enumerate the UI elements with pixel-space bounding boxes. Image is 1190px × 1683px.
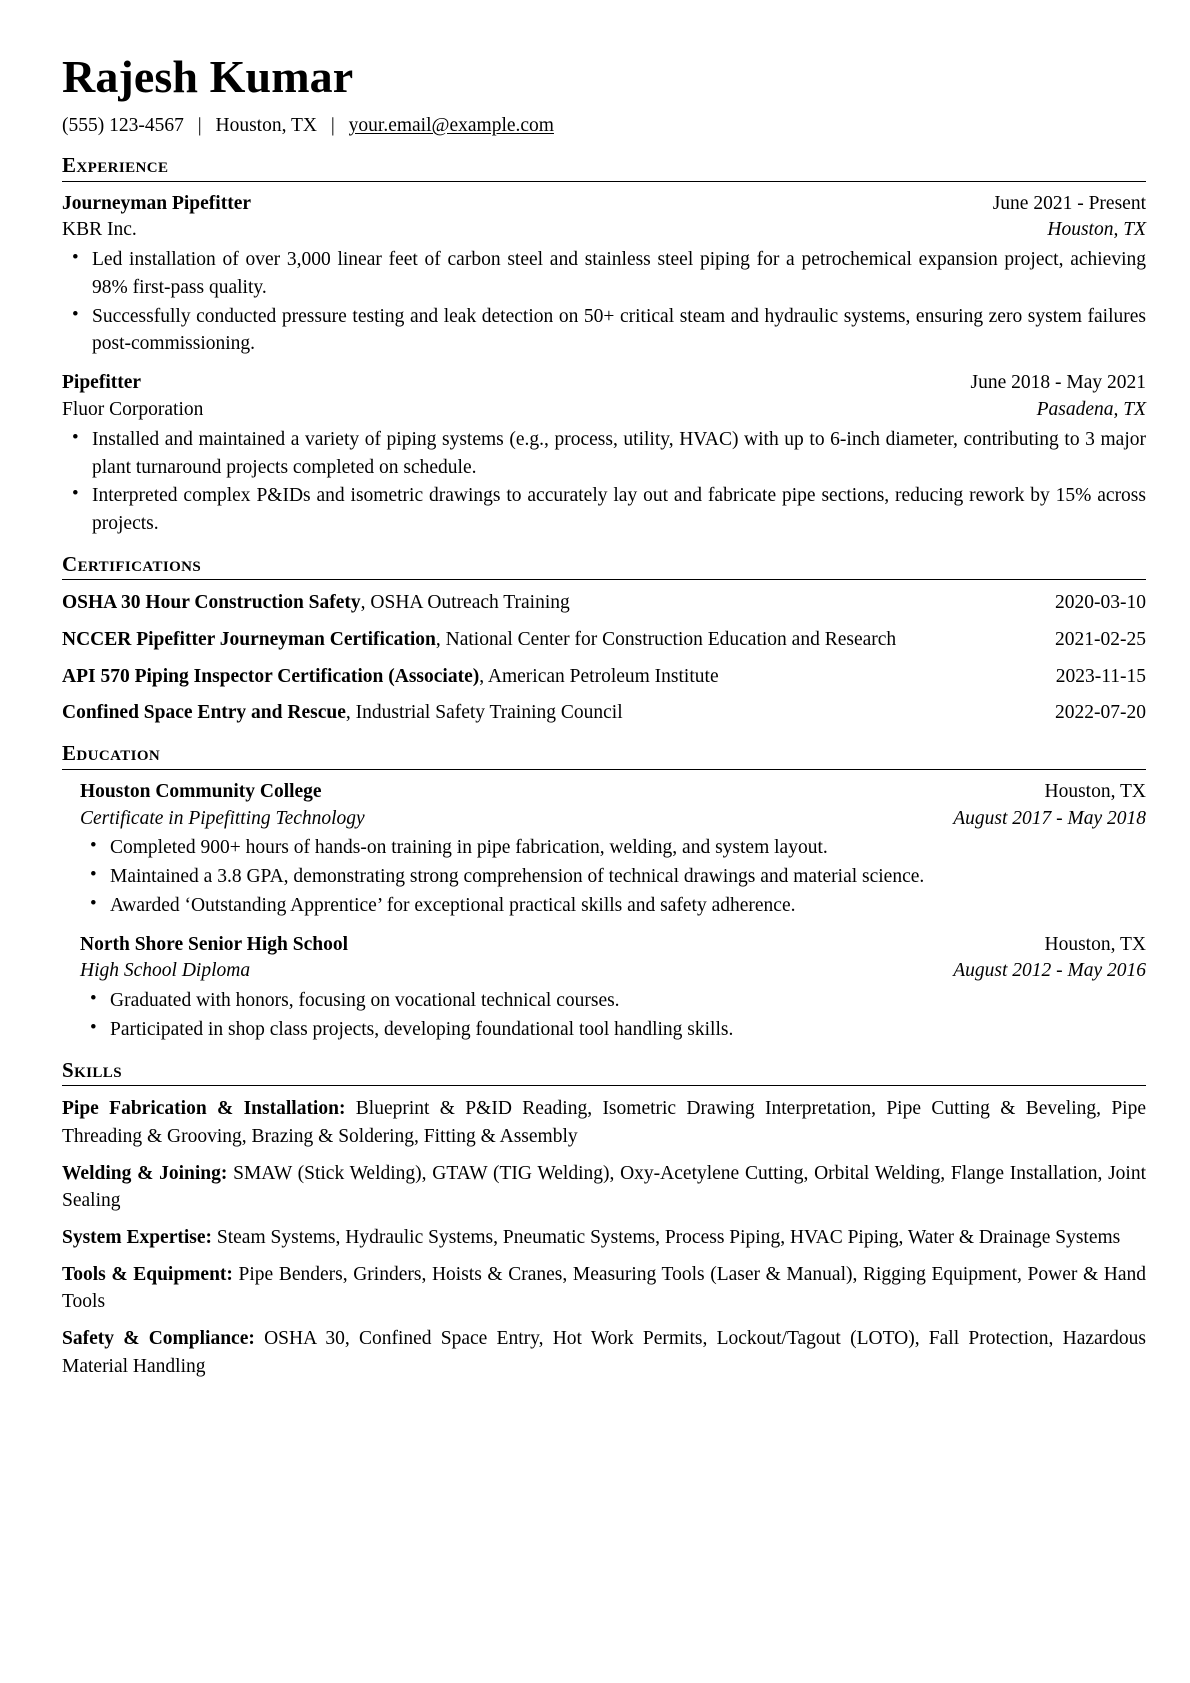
section-heading-experience: Experience <box>62 152 169 177</box>
certification-comma: , <box>435 629 446 650</box>
school-name: Houston Community College <box>80 780 322 802</box>
education-bullet: • Awarded ‘Outstanding Apprentice’ for exceptional practical skills and safety adherence. <box>80 892 1146 920</box>
section-rule <box>62 769 1146 770</box>
skill-row <box>62 1224 1146 1252</box>
section-rule <box>62 579 1146 580</box>
education-bullet: • Participated in shop class projects, developing foundational tool handling skills. <box>80 1016 1146 1044</box>
certification-comma: , <box>345 702 356 724</box>
email-link[interactable]: your.email@example.com <box>348 114 554 136</box>
contact-line <box>62 112 1146 139</box>
education-bullet: • Maintained a 3.8 GPA, demonstrating strong comprehension of technical drawings and material science. <box>80 863 1146 891</box>
skill-category-label: Welding & Joining: <box>62 1162 228 1184</box>
skill-items: Steam Systems, Hydraulic Systems, Pneumatic Systems, Process Piping, HVAC Piping, Water & Drainage Systems <box>216 1227 1121 1249</box>
education-school-row <box>80 932 1146 959</box>
skill-category-label: Pipe Fabrication & Installation: <box>62 1098 346 1120</box>
experience-title-row <box>62 370 1146 397</box>
job-bullet-list <box>62 426 1146 538</box>
certification-row <box>62 663 1146 691</box>
job-bullet: • Installed and maintained a variety of piping systems (e.g., process, utility, HVAC) with up to 6-inch diameter, contributing to 3 major plant turnaround projects completed on schedule. <box>62 426 1146 481</box>
certification-issuer: OSHA Outreach Training <box>370 592 570 614</box>
job-bullet: • Successfully conducted pressure testing and leak detection on 50+ critical steam and hydraulic systems, ensuring zero system failures post-commissioning. <box>62 303 1146 358</box>
section-experience <box>44 153 1146 538</box>
degree-name: High School Diploma <box>80 960 251 982</box>
school-location: Houston, TX <box>1044 780 1146 802</box>
degree-name: Certificate in Pipefitting Technology <box>80 807 365 829</box>
education-degree-row <box>80 806 1146 833</box>
skill-category-label: Tools & Equipment: <box>62 1263 233 1285</box>
education-date: August 2017 - May 2018 <box>953 807 1146 829</box>
education-bullet-list <box>80 987 1146 1043</box>
certification-date: 2020-03-10 <box>1055 592 1146 614</box>
certification-name: OSHA 30 Hour Construction Safety <box>62 592 361 614</box>
certification-issuer: American Petroleum Institute <box>487 665 719 687</box>
skill-category-label: System Expertise: <box>62 1227 213 1249</box>
job-title: Pipefitter <box>62 372 142 394</box>
education-bullet-list <box>80 834 1146 919</box>
candidate-name: Rajesh Kumar <box>62 51 354 102</box>
experience-entry <box>62 370 1146 538</box>
job-bullet: • Interpreted complex P&IDs and isometric drawings to accurately lay out and fabricate pipe sections, reducing rework by 15% across projects. <box>62 482 1146 537</box>
education-date: August 2012 - May 2016 <box>953 960 1146 982</box>
job-date: June 2018 - May 2021 <box>970 372 1146 394</box>
certification-issuer: National Center for Construction Education and Research <box>445 629 897 650</box>
contact-location: Houston, TX <box>215 114 317 136</box>
section-rule <box>62 1085 1146 1086</box>
school-location: Houston, TX <box>1044 933 1146 955</box>
skill-row <box>62 1095 1146 1150</box>
school-name: North Shore Senior High School <box>80 933 348 955</box>
job-location: Pasadena, TX <box>1036 399 1146 421</box>
section-rule <box>62 181 1146 182</box>
certification-comma: , <box>360 592 371 614</box>
certification-date: 2021-02-25 <box>1055 629 1146 650</box>
certification-name: Confined Space Entry and Rescue <box>62 702 346 724</box>
skill-items: SMAW (Stick Welding), GTAW (TIG Welding), Oxy-Acetylene Cutting, Orbital Welding, Flange Installation, Joint Sealing <box>62 1162 1146 1212</box>
skill-items: OSHA 30, Confined Space Entry, Hot Work Permits, Lockout/Tagout (LOTO), Fall Protection, Hazardous Material Handling <box>62 1328 1147 1377</box>
experience-org-row <box>62 397 1146 424</box>
certification-date: 2022-07-20 <box>1055 702 1146 724</box>
section-skills <box>44 1058 1146 1381</box>
experience-org-row <box>62 217 1146 244</box>
company-name: KBR Inc. <box>62 219 137 241</box>
contact-separator: | <box>197 114 202 136</box>
resume-header <box>44 52 1146 139</box>
section-certifications <box>44 552 1146 727</box>
job-location: Houston, TX <box>1047 219 1146 241</box>
skill-items: Blueprint & P&ID Reading, Isometric Drawing Interpretation, Pipe Cutting & Beveling, Pipe Threading & Grooving, Brazing & Soldering, Fitting & Assembly <box>62 1098 1146 1148</box>
certification-row <box>62 626 1146 654</box>
job-bullet: • Led installation of over 3,000 linear feet of carbon steel and stainless steel piping for a petrochemical expansion project, achieving 98% first-pass quality. <box>62 246 1146 301</box>
skill-items: Pipe Benders, Grinders, Hoists & Cranes, Measuring Tools (Laser & Manual), Rigging Equipment, Power & Hand Tools <box>62 1263 1146 1313</box>
skill-row <box>62 1325 1146 1380</box>
contact-separator: | <box>330 114 335 136</box>
job-title: Journeyman Pipefitter <box>62 192 252 214</box>
experience-entry <box>62 191 1146 359</box>
skill-category-label: Safety & Compliance: <box>62 1328 255 1350</box>
education-bullet: • Graduated with honors, focusing on vocational technical courses. <box>80 987 1146 1015</box>
skill-row <box>62 1160 1146 1215</box>
job-date: June 2021 - Present <box>992 192 1146 214</box>
certification-row <box>62 699 1146 727</box>
certification-name: API 570 Piping Inspector Certification (Associate) <box>62 665 480 687</box>
certification-name: NCCER Pipefitter Journeyman Certification <box>62 629 436 650</box>
certification-comma: , <box>479 665 488 687</box>
education-school-row <box>80 779 1146 806</box>
section-heading-certifications: Certifications <box>62 551 202 576</box>
education-degree-row <box>80 958 1146 985</box>
skill-row <box>62 1261 1146 1316</box>
certification-row <box>62 589 1146 617</box>
phone-number: (555) 123-4567 <box>62 114 184 136</box>
certification-date: 2023-11-15 <box>1055 665 1146 687</box>
education-entry <box>80 932 1146 1044</box>
job-bullet-list <box>62 246 1146 358</box>
section-heading-education: Education <box>62 741 161 766</box>
company-name: Fluor Corporation <box>62 399 204 421</box>
experience-title-row <box>62 191 1146 218</box>
education-entry <box>80 779 1146 920</box>
education-bullet: • Completed 900+ hours of hands-on training in pipe fabrication, welding, and system layout. <box>80 834 1146 862</box>
certification-issuer: Industrial Safety Training Council <box>355 702 623 724</box>
section-heading-skills: Skills <box>62 1057 122 1082</box>
section-education <box>44 741 1146 1044</box>
